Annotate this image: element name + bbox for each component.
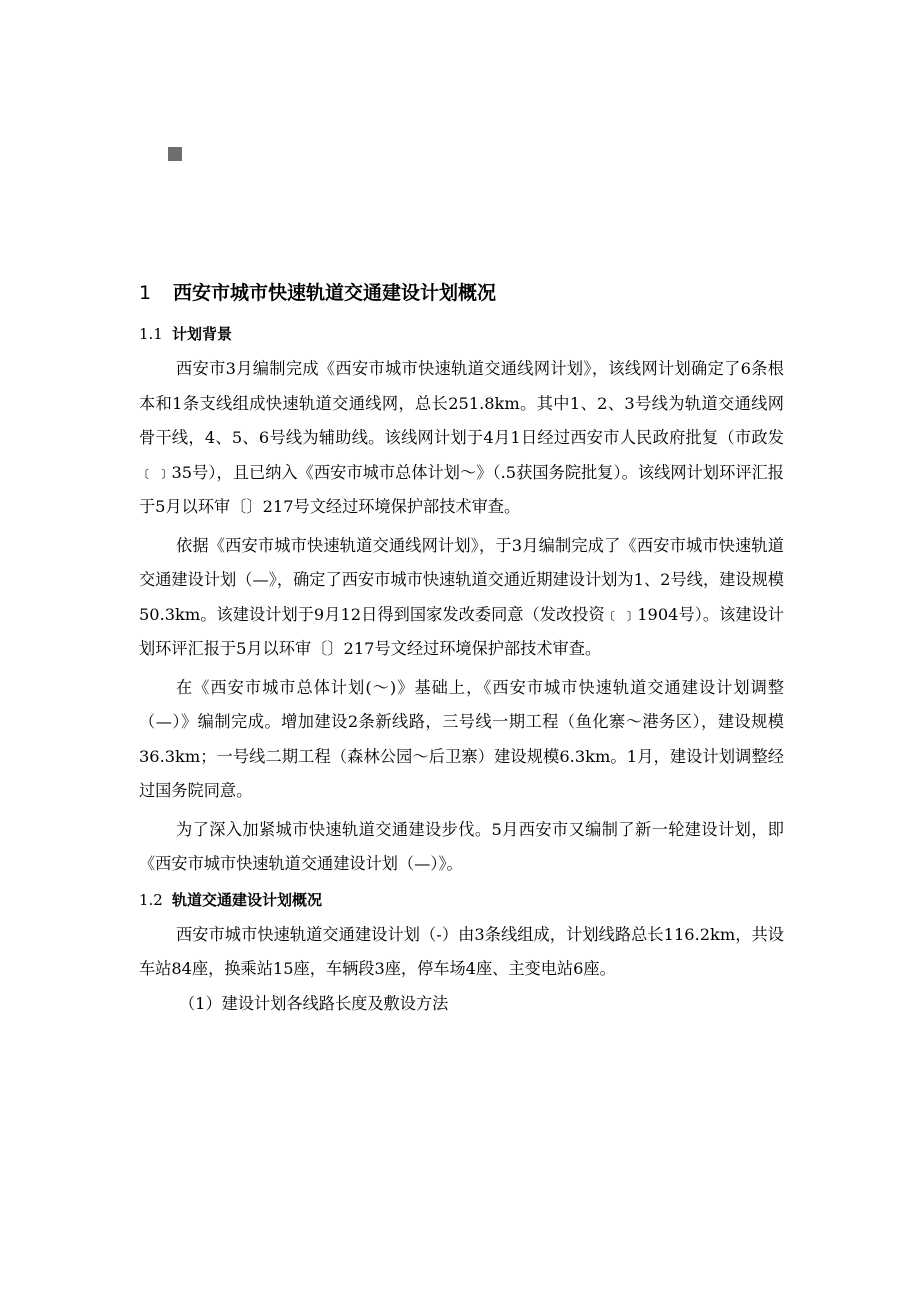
paragraph: 西安市城市快速轨道交通建设计划（-）由3条线组成，计划线路总长116.2km，共设车站84座，换乘站15座，车辆段3座，停车场4座、主变电站6座。 bbox=[139, 924, 784, 978]
chapter-number: 1 bbox=[139, 282, 152, 304]
chapter-title: 西安市城市快速轨道交通建设计划概况 bbox=[173, 282, 497, 304]
paragraph: 西安市3月编制完成《西安市城市快速轨道交通线网计划》，该线网计划确定了6条根本和1条支线组成快速轨道交通线网，总长251.8km。其中1、2、3号线为轨道交通线网骨干线，4、5、6号线为辅助线。该线网计划于4月1日经过西安市人民政府批复（市政发﹝﹞35号），且已纳入《西安市城市总体计划～》（.5获国务院批复）。该线网计划环评汇报于5月以环审〔〕217号文经过环境保护部技术审查。 bbox=[139, 359, 784, 516]
chapter-heading bbox=[139, 276, 784, 310]
paragraph: 为了深入加紧城市快速轨道交通建设步伐。5月西安市又编制了新一轮建设计划，即《西安市城市快速轨道交通建设计划（—）》。 bbox=[139, 819, 784, 873]
bullet-square-icon bbox=[168, 147, 182, 161]
section-number: 1.2 bbox=[139, 890, 163, 909]
section-heading-1-2 bbox=[139, 886, 784, 914]
sub-item: （1）建设计划各线路长度及敷设方法 bbox=[179, 993, 449, 1013]
paragraph: 依据《西安市城市快速轨道交通线网计划》，于3月编制完成了《西安市城市快速轨道交通建设计划（—》，确定了西安市城市快速轨道交通近期建设计划为1、2号线，建设规模50.3km。该建设计划于9月12日得到国家发改委同意（发改投资﹝﹞1904号）。该建设计划环评汇报于5月以环审〔〕217号文经过环境保护部技术审查。 bbox=[139, 535, 784, 658]
section-heading-1-1 bbox=[139, 320, 784, 348]
section-title: 轨道交通建设计划概况 bbox=[172, 890, 323, 909]
document-body bbox=[139, 276, 784, 1021]
paragraph: 在《西安市城市总体计划(～)》基础上，《西安市城市快速轨道交通建设计划调整（—）》编制完成。增加建设2条新线路，三号线一期工程（鱼化寨～港务区），建设规模36.3km；一号线二期工程（森林公园～后卫寨）建设规模6.3km。1月，建设计划调整经过国务院同意。 bbox=[139, 677, 784, 800]
section-title: 计划背景 bbox=[172, 325, 233, 343]
section-number: 1.1 bbox=[139, 325, 163, 343]
